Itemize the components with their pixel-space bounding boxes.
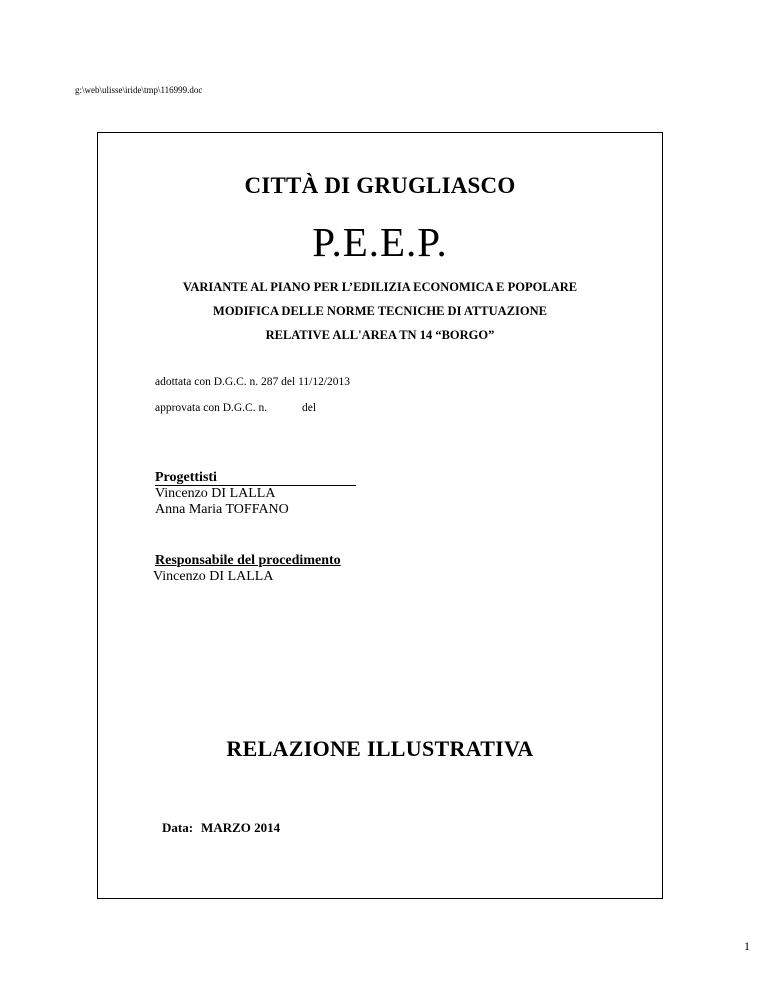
date-value: MARZO 2014 bbox=[201, 820, 281, 835]
date-line bbox=[162, 820, 280, 836]
report-title: RELAZIONE ILLUSTRATIVA bbox=[226, 736, 534, 761]
city-title: CITTÀ DI GRUGLIASCO bbox=[244, 173, 516, 198]
cover-frame bbox=[97, 132, 663, 899]
subtitle-line: MODIFICA DELLE NORME TECNICHE DI ATTUAZIONE bbox=[213, 304, 547, 318]
page-number: 1 bbox=[744, 939, 750, 953]
manager-name: Vincenzo DI LALLA bbox=[153, 569, 274, 584]
designers-heading: Progettisti bbox=[155, 470, 356, 486]
approval-note: approvata con D.G.C. n. bbox=[155, 402, 268, 414]
subtitle-line: VARIANTE AL PIANO PER L’EDILIZIA ECONOMICA E POPOLARE bbox=[182, 280, 578, 294]
adoption-note: adottata con D.G.C. n. 287 del 11/12/2013 bbox=[155, 376, 351, 388]
designer-name: Anna Maria TOFFANO bbox=[155, 502, 289, 517]
peep-acronym: P.E.E.P. bbox=[312, 219, 448, 265]
date-label: Data: bbox=[162, 820, 194, 835]
subtitle-line: RELATIVE ALL'AREA TN 14 “BORGO” bbox=[265, 328, 495, 342]
approval-del: del bbox=[302, 402, 317, 414]
file-path: g:\web\ulisse\iride\tmp\116999.doc bbox=[75, 85, 203, 95]
designer-name: Vincenzo DI LALLA bbox=[155, 486, 276, 501]
manager-heading: Responsabile del procedimento bbox=[155, 553, 341, 568]
